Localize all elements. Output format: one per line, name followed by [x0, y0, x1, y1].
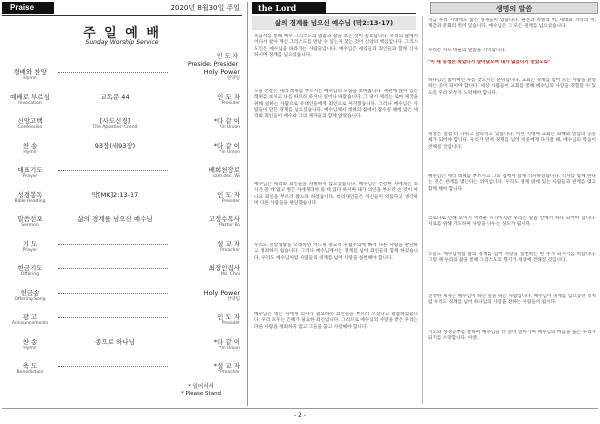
sermon-paragraph: 예수님은 병든 자에게 의사가 필요하듯 죄인들을 부르러 오셨다고 말씀하셨습니다. 우리 모두는 은혜가 필요한 죄인입니다. 그러므로 예수님의 사랑을 받은 우리는 다른 사람을 정죄하지 않고 그들을 품고 사랑해야 합니다. [254, 312, 418, 330]
order-row [2, 93, 242, 113]
order-row [2, 191, 242, 211]
order-item-label [2, 264, 58, 278]
order-row [2, 289, 242, 309]
order-item-leader [170, 142, 240, 156]
order-item-ko: 경배와 찬양 [13, 68, 47, 76]
the-lord-tag: the Lord [252, 2, 326, 14]
leader-en: sam.dec. Wi [212, 174, 240, 179]
order-row [2, 166, 242, 186]
leader-en: Pastor Ko [219, 223, 240, 228]
order-detail-ko: 93장(새93장) [94, 141, 136, 150]
order-item-label [2, 117, 58, 131]
order-row [2, 142, 242, 162]
order-item-ko: 헌금송 [20, 288, 40, 297]
order-item-ko: 성경봉독 [17, 190, 43, 199]
order-item-detail [60, 117, 170, 131]
leader-en: *in Union [219, 345, 240, 351]
leader-ko: Holy Power [203, 68, 240, 76]
worship-title: 주 일 예 배 [83, 26, 161, 41]
order-item-ko: 축 도 [22, 362, 38, 370]
order-detail-ko: 삶의 경계를 넘으신 예수님 [77, 215, 153, 223]
order-item-leader [170, 166, 240, 180]
order-row [2, 362, 242, 382]
leader-en: Presider [221, 198, 240, 204]
leader-ko: *다 같 이 [213, 337, 240, 346]
order-item-label [2, 68, 58, 82]
leader-ko: Holy Power [203, 288, 240, 297]
order-row [2, 117, 242, 137]
order-item-ko: 예배로 부르심 [10, 92, 50, 101]
page-number: - 2 - [294, 412, 306, 419]
sermon-paragraph: 오늘 본문은 세리 레위를 부르시는 예수님의 모습을 보여줍니다. 세관에 앉아 있는 레위를 보시고 나를 따르라 하시니 일어나 따랐습니다. 그 당시 세리는 로마 제국을 위해 일하는 사람으로 유대인들에게 죄인으로 여겨졌습니다. 그러나 예수님은 사람들이 만든 경계를 넘으셨습니다. 예수님께서 레위의 집에서 잡수실 때에 많은 세리와 죄인들이 예수와 그의 제자들과 함께 앉았습니다. [254, 89, 418, 119]
order-item-leader [170, 117, 240, 131]
order-item-en: Hymn [23, 76, 37, 81]
order-item-ko: 찬 송 [22, 141, 38, 150]
order-item-leader [170, 289, 240, 303]
leader-en: 찬양팀 [226, 76, 240, 81]
leader-en: *in Union [219, 149, 240, 155]
order-item-label [2, 289, 58, 303]
sermon-paragraph: 기도와 성경공부를 통하여 예수님을 더 깊이 알아가며 예수님의 마음을 품는 우리가 되기를 소망합니다. 아멘. [428, 330, 596, 342]
word-of-life-tab: 생명의 말씀 [430, 2, 598, 14]
praise-tag: Praise [2, 2, 54, 14]
order-item-ko: 기 도 [22, 239, 38, 248]
dotted-leader [58, 170, 168, 171]
sermon-paragraph: 우리도 신앙생활을 오래하면 어느새 종교적 우월주의에 빠져 다른 사람을 판단하고 정죄하기 쉽습니다. 그러나 예수님께서는 경계를 넘어 죄인들과 함께 하셨습니다. 우리도 예수님처럼 사람들의 경계를 넘어 사랑을 실천해야 합니다. [254, 243, 418, 261]
order-item-en: Sermon [21, 223, 39, 228]
sermon-paragraph: 우리는 사도 바울의 말씀을 기억합니다. [428, 48, 507, 53]
leader-en: Ms. Choi [220, 272, 240, 277]
order-item-leader [170, 68, 240, 82]
service-date: 2020년 8월30일 주일 [170, 4, 240, 12]
order-item-en: Benediction [16, 370, 44, 375]
leader-ko: 최정인집사 [208, 264, 240, 272]
highlighted-verse: "이 세 동생은 죽었다가 살아났으며 내가 잃었다가 얻었노라" [428, 60, 551, 65]
leader-en: *in Union [219, 125, 240, 130]
leader-en: 찬양팀 [226, 296, 240, 302]
sermon-paragraph: 하나님은 잃어버린 자를 찾으시는 분이십니다. 교회는 경계를 넘어 모든 사람을 환영하는 곳이 되어야 합니다. 세상 사람들이 교회를 통해 예수님의 사랑을 경험할 수 있도록 우리 모두가 노력해야 합니다. [428, 78, 596, 96]
order-item-label [2, 338, 58, 352]
order-item-label [2, 166, 58, 180]
order-item-en: Prayer [22, 247, 38, 253]
leader-en: Presider [221, 321, 240, 326]
sermon-paragraph: 진정한 제자는 예수님이 하신 일을 하는 사람입니다. 예수님이 경계를 넘으셨던 것처럼 우리도 경계를 넘어 하나님의 사랑을 전하는 사람들이 됩시다. [428, 294, 596, 306]
order-row [2, 68, 242, 88]
dotted-leader [58, 293, 168, 294]
bottom-rule [2, 408, 598, 409]
sermon-title: 삶의 경계를 넘으신 예수님 (막2:13-17) [252, 16, 416, 30]
order-detail-ko: [사도신경] [99, 117, 131, 125]
column-divider [247, 2, 248, 406]
sermon-paragraph: 오늘도 예수님처럼 삶의 경계를 넘어 사랑을 실천하는 한 주가 되시기를 바랍니다. 그럴 때 우리의 삶을 통해 그리스도의 향기가 세상에 전해질 것입니다. [428, 252, 596, 264]
dotted-leader [58, 366, 168, 367]
leader-ko: 설 교 자 [217, 239, 240, 248]
sermon-paragraph: 복음서를 통해 예수 그리스도의 말씀과 삶을 보는 것이 중요합니다. 우리의 삶에서 어디서 살아 계신 그리스도를 만날 수 있는지 찾는 것이 신앙의 핵심입니다. 그리스도인은 예수님을 따라가는 사람들입니다. 예수님은 세리들과 죄인들과 함께 식사하시며 경계를 넘으셨습니다. [254, 34, 418, 58]
order-row [2, 264, 242, 284]
dotted-leader [58, 72, 168, 73]
sermon-paragraph: 세상은 점점 더 나뉘고 갈라지고 있습니다. 이런 시대에 교회는 화해와 연합의 공동체가 되어야 합니다. 우리가 먼저 경계를 넘어 이웃에게 다가갈 때, 예수님의 복음이 전해질 것입니다. [428, 132, 596, 150]
order-item-leader [170, 313, 240, 327]
sermon-page [252, 2, 598, 404]
order-item-detail [60, 215, 170, 223]
order-item-en: Hymn [23, 345, 37, 351]
sermon-paragraph: 예수님은 세리와 죄인들을 차별하지 않으셨습니다. 예수님은 건강한 자에게는 의사가 쓸 데 없고 병든 자에게라야 쓸 데 있다 하시며 내가 의인을 부르러 온 것이 아니요 죄인을 부르러 왔노라 하셨습니다. 바리새인들은 자신들이 의롭다고 생각하며 다른 사람들을 판단했습니다. [254, 182, 418, 206]
inner-divider [422, 16, 423, 404]
leader-ko: 인 도 자 [217, 313, 240, 321]
leader-ko: 인 도 자 [217, 190, 240, 199]
order-detail-en: The Apostles' Creed [92, 125, 138, 130]
sermon-paragraph: 예수님은 세리 레위를 부르시고 그의 집에서 함께 식사하셨습니다. 식사를 함께 한다는 것은 관계를 맺는다는 의미입니다. 우리도 경계 밖에 있는 사람들과 관계를 맺고 함께 해야 합니다. [428, 174, 596, 192]
worship-subtitle: Sunday Worship Service [85, 39, 159, 46]
header-rule [2, 15, 242, 16]
order-item-ko: 신앙고백 [17, 117, 43, 125]
dotted-leader [58, 244, 168, 245]
order-item-en: Prayer [22, 174, 38, 179]
order-item-label [2, 362, 58, 376]
order-item-label [2, 142, 58, 156]
order-item-en: Hymn [23, 149, 37, 155]
stand-note-en: * Please Stand [180, 391, 222, 397]
leader-ko: 인 도 자 [217, 92, 240, 101]
order-item-en: Announcements [11, 321, 49, 326]
leader-ko: 배희천장로 [208, 166, 240, 174]
order-item-ko: 찬 송 [22, 337, 38, 346]
order-item-label [2, 240, 58, 254]
sermon-paragraph: 지금 우리 시대에도 많은 경계들이 있습니다. 편견과 차별의 벽, 세대와 지역의 벽, 계층과 문화의 벽이 있습니다. 예수님은 그 모든 경계를 넘으셨습니다. [428, 18, 596, 30]
order-item-label [2, 313, 58, 327]
sermon-paragraph: 코로나로 인해 모이기 어려운 시기이지만 우리는 말씀 안에서 하나 되어야 합니다. 서로를 위해 기도하며 사랑을 나누는 성도가 됩시다. [428, 216, 596, 228]
order-item-leader [170, 93, 240, 107]
sermon-paragraph [428, 60, 596, 74]
order-item-leader [170, 240, 240, 254]
order-detail-ko: 막[MK]2:13-17 [91, 190, 139, 199]
order-item-detail [60, 338, 170, 346]
order-item-en: Offering [20, 272, 40, 277]
dotted-leader [58, 268, 168, 269]
leader-ko: *설 교 자 [213, 362, 240, 370]
order-item-leader [170, 338, 240, 352]
order-detail-ko: 교독문 44 [100, 92, 130, 101]
order-item-ko: 대표기도 [17, 166, 43, 174]
stand-note-ko: * 일어서서 [188, 384, 214, 390]
order-item-en: Offering Song [14, 296, 46, 302]
order-item-ko: 말씀선포 [17, 215, 43, 223]
presider-ko: 인 도 자 [216, 53, 238, 60]
order-item-leader [170, 215, 240, 229]
order-item-label [2, 191, 58, 205]
order-item-leader [170, 264, 240, 278]
order-row [2, 313, 242, 333]
lord-rule [326, 13, 416, 14]
order-item-detail [60, 142, 170, 150]
leader-en: Presider [221, 100, 240, 106]
praise-header [2, 2, 242, 14]
dotted-leader [58, 317, 168, 318]
order-item-label [2, 93, 58, 107]
order-row [2, 215, 242, 235]
leader-en: Preacher [220, 247, 240, 253]
order-of-worship-panel [2, 2, 242, 404]
order-detail-ko: 종으로 하나님 [95, 337, 135, 346]
presider-line [142, 53, 238, 69]
order-item-label [2, 215, 58, 229]
order-item-leader [170, 362, 240, 376]
order-item-leader [170, 191, 240, 205]
order-item-ko: 헌금기도 [17, 264, 43, 272]
order-item-detail [60, 191, 170, 199]
order-item-en: Confession [17, 125, 43, 130]
leader-ko: 고정수목사 [208, 215, 240, 223]
stand-note [162, 384, 240, 398]
order-item-ko: 광 고 [22, 313, 38, 321]
leader-en: *Preacher [217, 370, 240, 375]
leader-ko: *다 같 이 [213, 117, 240, 125]
order-item-en: Invocation [18, 100, 42, 106]
leader-ko: *다 같 이 [213, 141, 240, 150]
order-item-en: Bible Reading [14, 198, 46, 204]
order-row [2, 240, 242, 260]
presider-en: Preside: Presider [187, 61, 238, 68]
order-item-detail [60, 93, 170, 101]
order-row [2, 338, 242, 358]
